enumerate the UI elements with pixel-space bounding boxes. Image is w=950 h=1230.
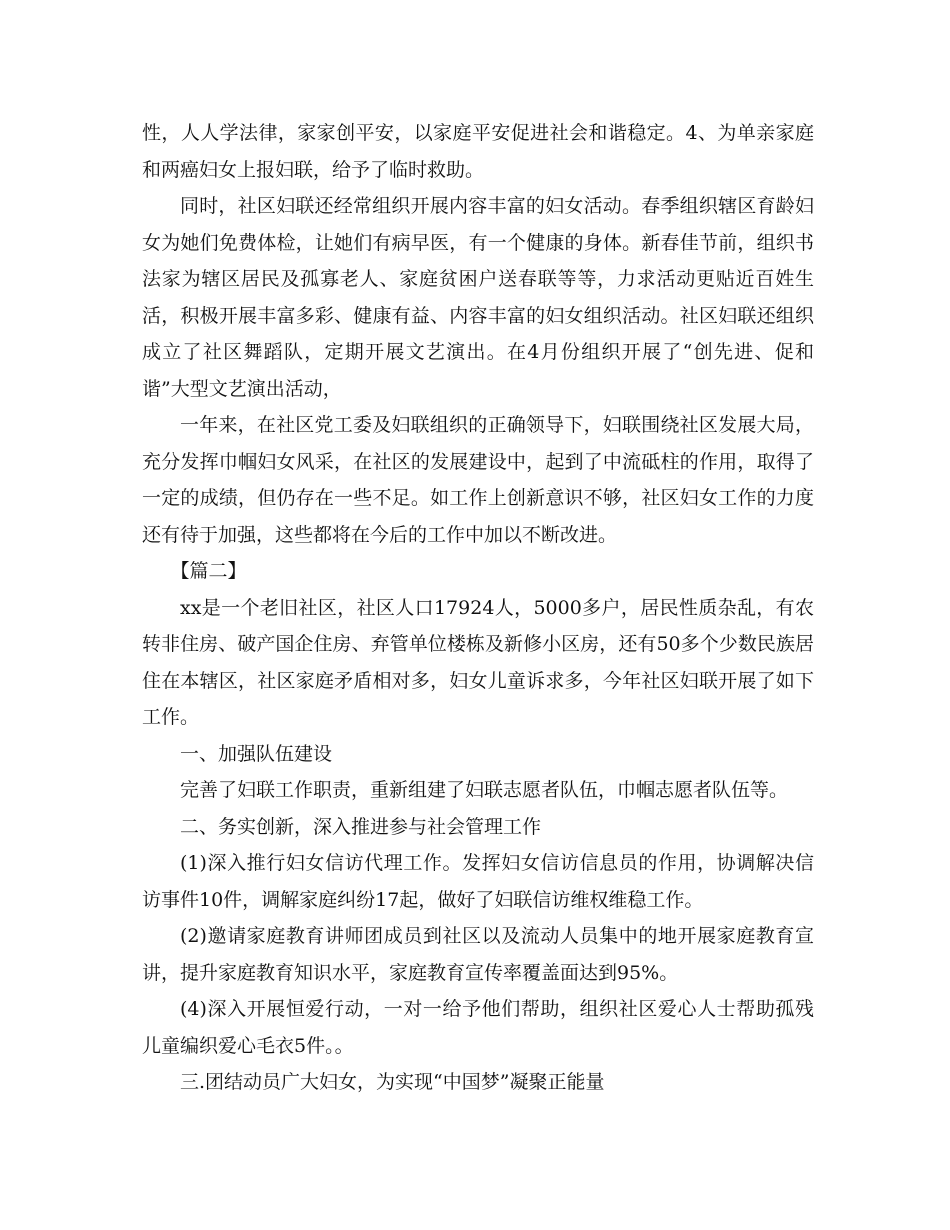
paragraph-petition-work: (1)深入推行妇女信访代理工作。发挥妇女信访信息员的作用，协调解决信访事件10件，调解家庭纠纷17起，做好了妇联信访维权维稳工作。 [142, 852, 814, 911]
section-title-part-two: 【篇二】 [170, 560, 247, 582]
paragraph-community-intro: xx是一个老旧社区，社区人口17924人，5000多户，居民性质杂乱，有农转非住房、破产国企住房、弃管单位楼栋及新修小区房，还有50多个少数民族居住在本辖区，社区家庭矛盾相对多，妇女儿童诉求多，今年社区妇联开展了如下工作。 [142, 596, 814, 728]
heading-social-management: 二、务实创新，深入推进参与社会管理工作 [180, 815, 542, 838]
paragraph-year-summary: 一年来，在社区党工委及妇联组织的正确领导下，妇联围绕社区发展大局，充分发挥巾帼妇女风采，在社区的发展建设中，起到了中流砥柱的作用，取得了一定的成绩，但仍存在一些不足。如工作上创新意识不够，社区妇女工作的力度还有待于加强，这些都将在今后的工作中加以不断改进。 [142, 414, 814, 546]
heading-team-building: 一、加强队伍建设 [180, 742, 333, 765]
paragraph-women-activities: 同时，社区妇联还经常组织开展内容丰富的妇女活动。春季组织辖区育龄妇女为她们免费体检，让她们有病早医，有一个健康的身体。新春佳节前，组织书法家为辖区居民及孤寡老人、家庭贫困户送春联等等，力求活动更贴近百姓生活，积极开展丰富多彩、健康有益、内容丰富的妇女组织活动。社区妇联还组织成立了社区舞蹈队，定期开展文艺演出。在4月份组织开展了“创先进、促和谐”大型文艺演出活动， [142, 195, 814, 400]
heading-china-dream: 三.团结动员广大妇女，为实现“中国梦”凝聚正能量 [180, 1071, 605, 1093]
paragraph-continued: 性，人人学法律，家家创平安，以家庭平安促进社会和谐稳定。4、为单亲家庭和两癌妇女上报妇联，给予了临时救助。 [142, 122, 814, 181]
paragraph-love-action: (4)深入开展恒爱行动，一对一给予他们帮助，组织社区爱心人士帮助孤残儿童编织爱心毛衣5件。。 [142, 998, 814, 1057]
paragraph-family-education: (2)邀请家庭教育讲师团成员到社区以及流动人员集中的地开展家庭教育宣讲，提升家庭教育知识水平，家庭教育宣传率覆盖面达到95%。 [142, 925, 814, 984]
document-body [142, 115, 814, 1101]
paragraph-team-building: 完善了妇联工作职责，重新组建了妇联志愿者队伍，巾帼志愿者队伍等。 [180, 779, 789, 801]
